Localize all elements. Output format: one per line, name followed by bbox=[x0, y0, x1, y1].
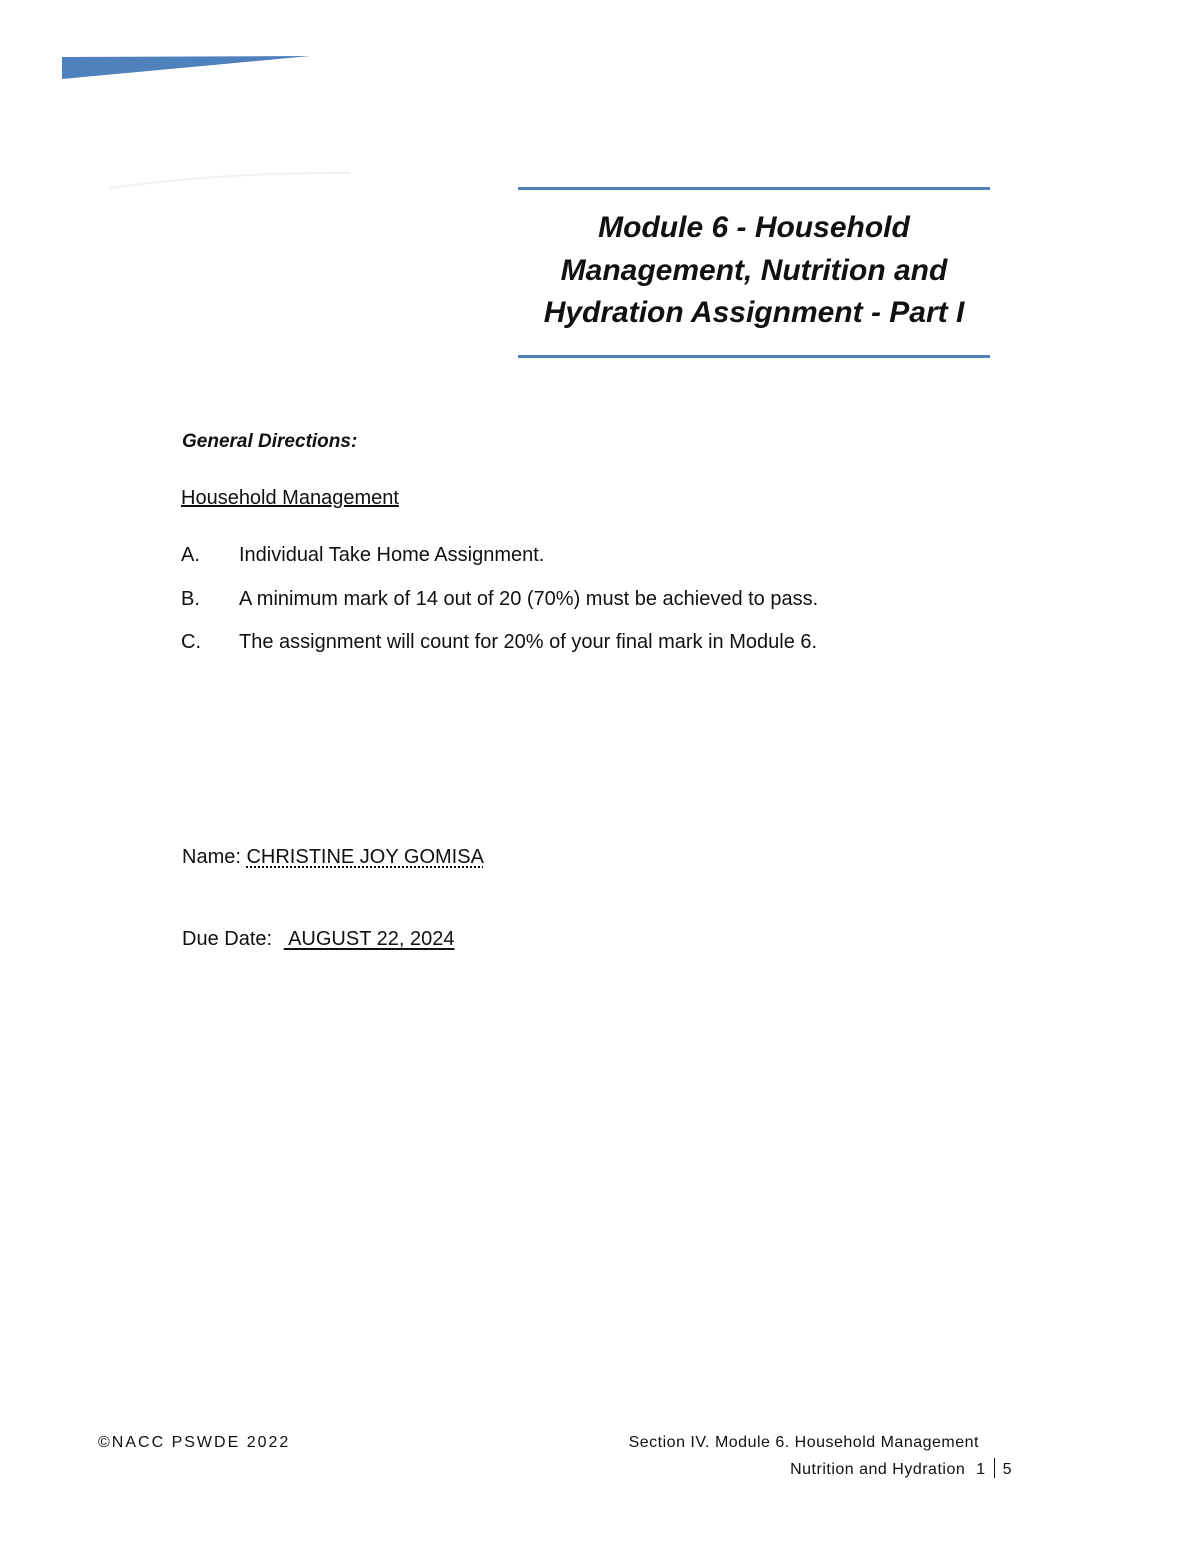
household-management-heading: Household Management bbox=[181, 487, 399, 509]
list-item bbox=[181, 544, 544, 567]
page-number: 1 bbox=[976, 1461, 986, 1478]
title-top-rule bbox=[518, 187, 990, 190]
list-item-text: The assignment will count for 20% of your final mark in Module 6. bbox=[239, 631, 818, 653]
name-value: CHRISTINE JOY GOMISA bbox=[246, 846, 484, 868]
footer-copyright: ©NACC PSWDE 2022 bbox=[98, 1434, 291, 1451]
list-item-letter: C. bbox=[181, 631, 201, 653]
document-title bbox=[518, 207, 990, 335]
list-item-text: A minimum mark of 14 out of 20 (70%) must be achieved to pass. bbox=[239, 588, 819, 610]
general-directions-heading: General Directions: bbox=[182, 431, 358, 452]
footer-page-line bbox=[790, 1458, 1012, 1479]
footer-section-line: Section IV. Module 6. Household Management bbox=[628, 1434, 979, 1451]
list-item bbox=[181, 631, 817, 654]
page-total: 5 bbox=[1002, 1461, 1012, 1478]
title-bottom-rule bbox=[518, 355, 990, 358]
list-item-letter: A. bbox=[181, 544, 200, 566]
faint-swoosh-decoration bbox=[105, 168, 355, 192]
due-date-value: AUGUST 22, 2024 bbox=[283, 928, 455, 950]
due-date-field bbox=[182, 928, 454, 951]
list-item-letter: B. bbox=[181, 588, 200, 610]
title-line-1: Module 6 - Household bbox=[598, 211, 910, 244]
due-date-label: Due Date: bbox=[182, 928, 273, 950]
footer-topic: Nutrition and Hydration bbox=[790, 1461, 966, 1478]
page-separator bbox=[994, 1458, 995, 1478]
title-line-3: Hydration Assignment - Part I bbox=[543, 296, 965, 329]
name-field bbox=[182, 846, 484, 869]
blue-wedge-logo-icon bbox=[60, 54, 312, 82]
name-label: Name: bbox=[182, 846, 241, 868]
title-line-2: Management, Nutrition and bbox=[560, 253, 948, 287]
list-item bbox=[181, 588, 818, 611]
list-item-text: Individual Take Home Assignment. bbox=[239, 544, 545, 566]
